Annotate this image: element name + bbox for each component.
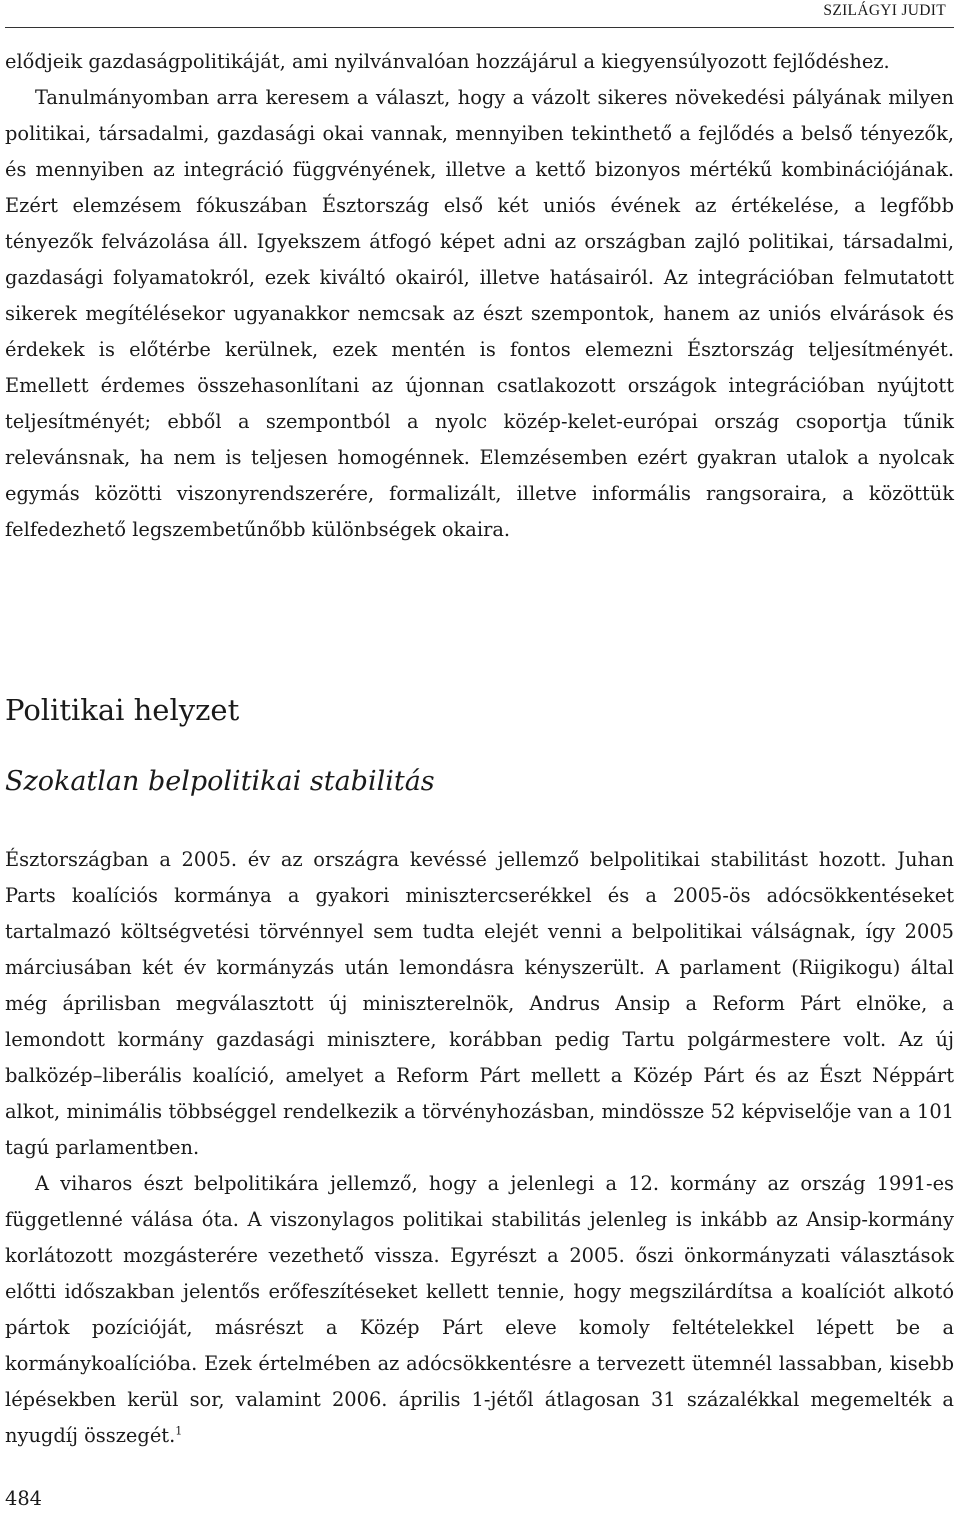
running-header: SZILÁGYI JUDIT bbox=[823, 2, 946, 19]
section-heading: Politikai helyzet bbox=[5, 693, 240, 727]
paragraph: Észtországban a 2005. év az országra kevéssé jellemző belpolitikai stabilitást hozott. Juhan Parts koalíciós kormánya a gyakori minisztercserékkel és a 2005-ös adócsökkentéseket tartalmazó költségvetési törvénnyel sem tudta elejét venni a belpolitikai válságnak, így 2005 márciusában két év kormányzás után lemondásra kényszerült. A parlament (Riigikogu) által még áprilisban megválasztott új miniszterelnök, Andrus Ansip a Reform Párt elnöke, a lemondott kormány gazdasági minisztere, korábban pedig Tartu polgármestere volt. Az új balközép–liberális koalíció, amelyet a Reform Párt mellett a Közép Párt és az Észt Néppárt alkot, minimális többséggel rendelkezik a törvényhozásban, mindössze 52 képviselője van a 101 tagú parlamentben. bbox=[5, 848, 954, 1159]
paragraph-text: A viharos észt belpolitikára jellemző, hogy a jelenlegi a 12. kormány az ország 1991-es függetlenné válása óta. A viszonylagos politikai stabilitás jelenleg is inkább az Ansip-kormány korlátozott mozgásterére vezethető vissza. Egyrészt a 2005. őszi önkormányzati választások előtti időszakban jelentős erőfeszítéseket kellett tennie, hogy megszilárdítsa a koalíciót alkotó pártok pozícióját, másrészt a Közép Párt eleve komoly feltételekkel lépett be a kormánykoalícióba. Ezek értelmében az adócsökkentésre a tervezett ütemnél lassabban, kisebb lépésekben kerül sor, valamint 2006. április 1-jétől átlagosan 31 százalékkal megemelték a nyugdíj összegét. bbox=[5, 1172, 954, 1447]
subsection-heading: Szokatlan belpolitikai stabilitás bbox=[5, 766, 435, 797]
paragraph-with-footnote bbox=[5, 1166, 954, 1454]
intro-text bbox=[5, 44, 954, 548]
paragraph: Tanulmányomban arra keresem a választ, hogy a vázolt sikeres növekedési pályának milyen politikai, társadalmi, gazdasági okai vannak, mennyiben tekinthető a fejlődés a belső tényezők, és mennyiben az integráció függvényének, illetve a kettő bizonyos mértékű kombinációjának. Ezért elemzésem fókuszában Észtország első két uniós évének az értékelése, a legfőbb tényezők felvázolása áll. Igyekszem átfogó képet adni az országban zajló politikai, társadalmi, gazdasági folyamatokról, ezek kiváltó okairól, illetve hatásairól. Az integrációban felmutatott sikerek megítélésekor ugyanakkor nemcsak az észt szempontok, hanem az uniós elvárások és érdekek is előtérbe kerülnek, ezek mentén is fontos elemezni Észtország teljesítményét. Emellett érdemes összehasonlítani az újonnan csatlakozott országok integrációban nyújtott teljesítményét; ebből a szempontból a nyolc közép-kelet-európai ország csoportja tűnik relevánsnak, ha nem is teljesen homogénnek. Elemzésemben ezért gyakran utalok a nyolcak egymás közötti viszonyrendszerére, formalizált, illetve informális rangsoraira, a közöttük felfedezhető legszembetűnőbb különbségek okaira. bbox=[5, 86, 954, 541]
section-text bbox=[5, 842, 954, 1454]
page-number: 484 bbox=[5, 1487, 43, 1510]
header-rule bbox=[5, 27, 954, 28]
footnote-marker[interactable]: 1 bbox=[175, 1424, 183, 1438]
paragraph: elődjeik gazdaságpolitikáját, ami nyilvánvalóan hozzájárul a kiegyensúlyozott fejlődéshez. bbox=[5, 50, 890, 73]
